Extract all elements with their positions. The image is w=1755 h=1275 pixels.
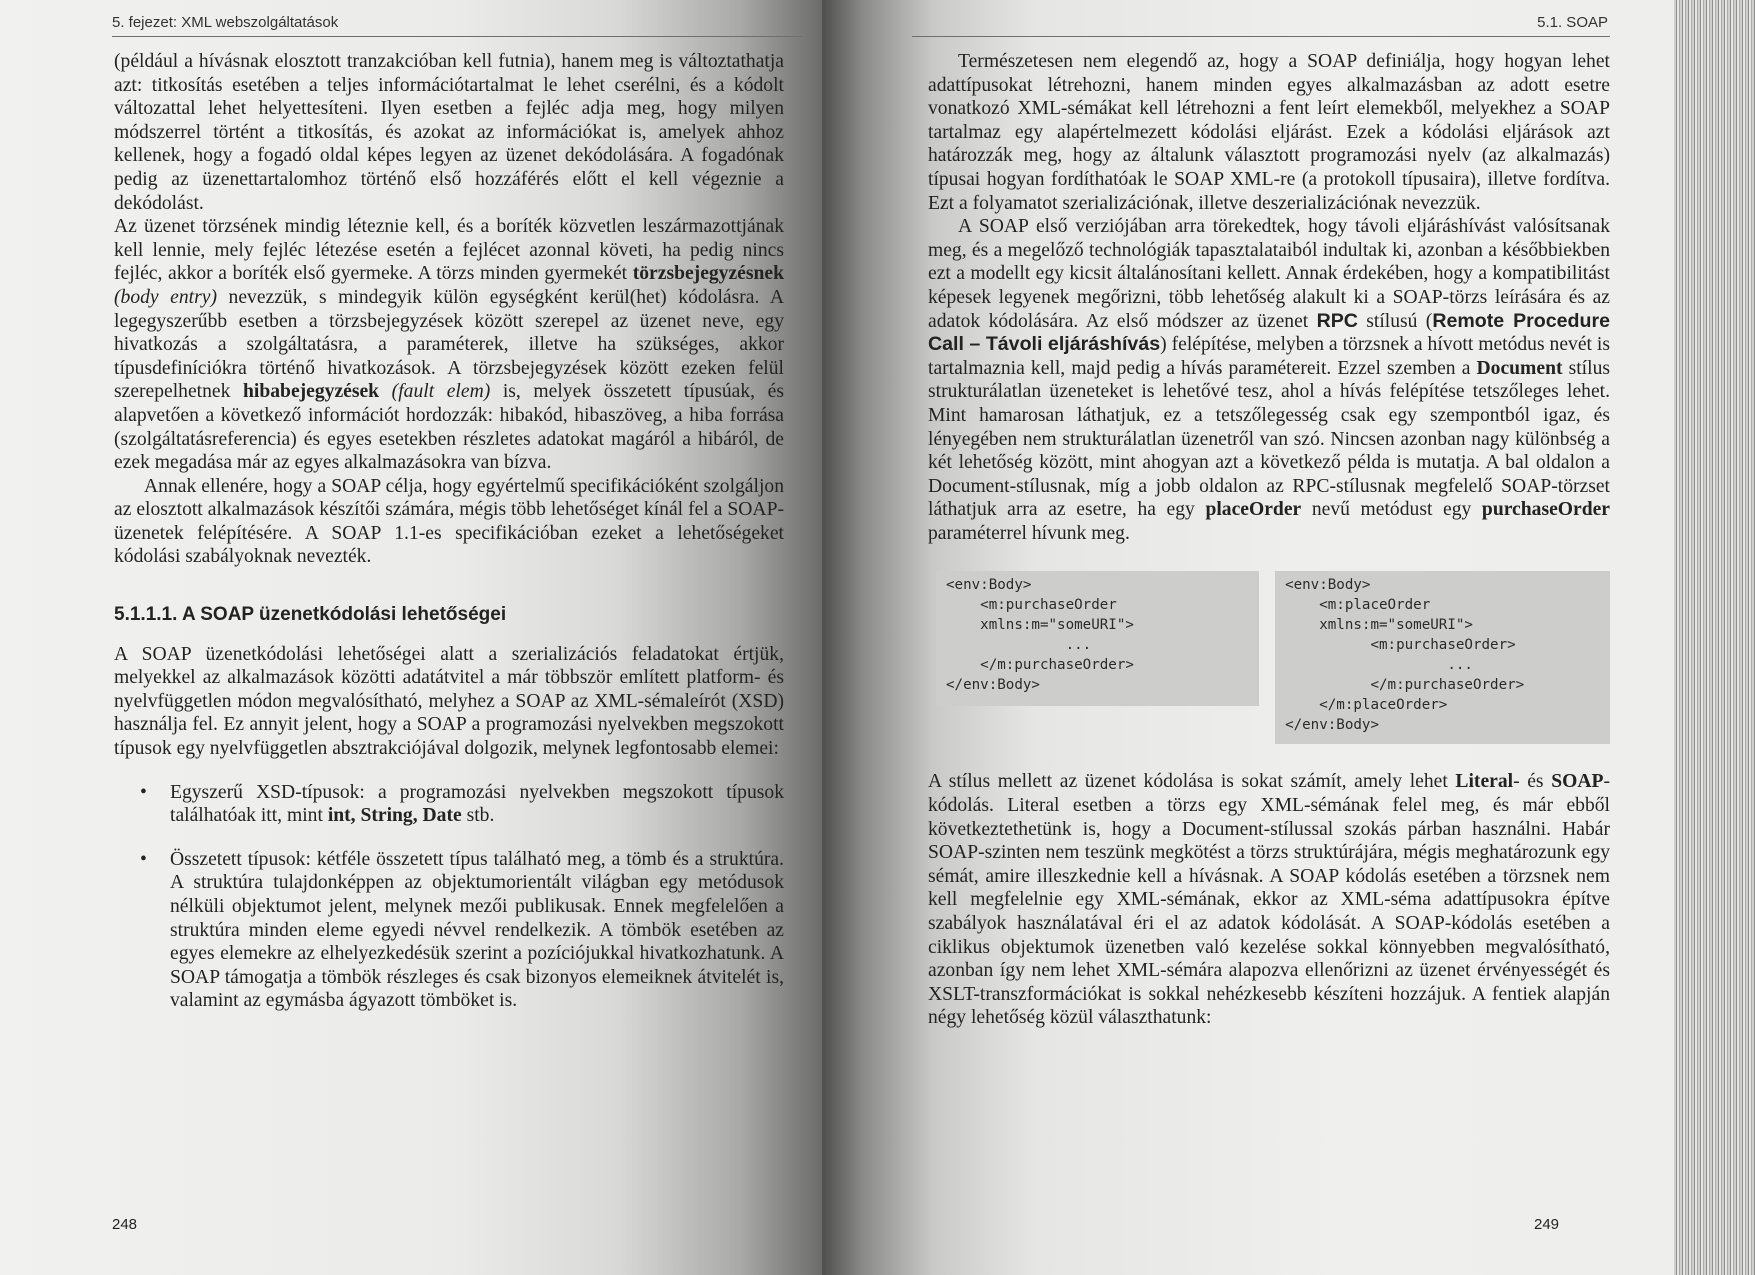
section-heading: 5.1.1.1. A SOAP üzenetkódolási lehetőségei [114, 604, 507, 626]
paragraph: (például a hívásnak elosztott tranzakcióban kell futnia), hanem meg is változtathatja azt: titkosítás esetében a teljes információtartalmat le lehet cserélni, és a kódolt változattal lehet helyettesíteni. Ilyen esetben a fejléc adja meg, hogy milyen módszerrel történt a titkosítás, és azokat az információkat is, amelyek ahhoz kellenek, hogy a fogadó oldal képes legyen az üzenet dekódolására. A fogadónak pedig az üzenettartalomhoz történő első hozzáférés előtt el kell végeznie a dekódolást. [114, 51, 784, 214]
running-head-right: 5.1. SOAP [1537, 14, 1608, 31]
bullet-list [114, 781, 784, 1013]
page-number-right: 249 [1534, 1216, 1560, 1233]
list-item: • Egyszerű XSD-típusok: a programozási nyelvekben megszokott típusok találhatóak itt, mint int, String, Date stb. [140, 781, 784, 827]
term-torzsbejegyzes: törzsbejegyzésnek [632, 263, 784, 285]
paragraph: Az üzenet törzsének mindig léteznie kell, és a boríték közvetlen leszármazottjának kell lennie, mely fejléc létezése esetén a fejlécet azonnal követi, ha pedig nincs fejléc, akkor a boríték első gyermeke. A törzs minden gyermekét törzsbejegyzésnek (body entry) nevezzük, s mindegyik külön egységként kerül(het) kódolásra. A legegyszerűbb esetben a törzsbejegyzések között szerepel az üzenet neve, egy hivatkozás a szolgáltatásra, a paraméterek, illetve ha szükséges, akkor típusdefiníciókra történő hivatkozások. A törzsbejegyzések között ezeken felül szerepelhetnek hibabejegyzések (fault elem) is, melyek összetett típusúak, és alapvetően a következő információt hordozzák: hibakód, hibaszöveg, a hiba forrása (szolgáltatásreferencia) és egyes esetekben részletes adatokat magáról a hibáról, de ezek megadása már az egyes alkalmazásokra van bízva. [114, 216, 784, 474]
page-number-left: 248 [112, 1216, 138, 1233]
header-rule-left [112, 36, 802, 37]
right-page-body [928, 50, 1610, 1030]
right-page [822, 0, 1674, 1275]
running-head-left: 5. fejezet: XML webszolgáltatások [112, 14, 339, 31]
list-item: • Összetett típusok: kétféle összetett típus található meg, a tömb és a struktúra. A struktúra tulajdonképpen az objektumorientált világban egy metódusok nélküli objektumot jelent, melynek mezői publikusak. Ennek megfelelően a struktúra minden eleme egyedi névvel rendelkezik. A tömbök esetében az egyes elemekre az elhelyezkedésük szerint a pozíciójukkal hivatkozhatunk. A SOAP támogatja a tömbök részleges és csak bizonyos elemeiknek átvitelét is, valamint az egymásba ágyazott tömböket is. [140, 848, 784, 1012]
header-rule-right [912, 36, 1610, 37]
paragraph: A stílus mellett az üzenet kódolása is sokat számít, amely lehet Literal- és SOAP-kódolás. Literal esetben a törzs egy XML-sémának felel meg, és már ebből következtethetünk is, hogy a Document-stílussal szokás párban használni. Habár SOAP-szinten nem teszünk megkötést a törzs struktúrájára, mégis meghatározunk egy sémát, amire illeszkednie kell a hívásnak. A SOAP kódolás esetében a törzsnek nem kell megfelelnie egy XML-sémának, ekkor az XML-séma adattípusokra építve szabályok használatával éri el az adatok kódolását. A SOAP-kódolás esetében a ciklikus objektumok üzenetben való kezelése sokkal könnyebben megvalósítható, azonban így nem lehet XML-sémára alapozva ellenőrizni az üzenet érvényességét és XSLT-transzformációkat is sokkal nehézkesebb készíteni hozzájuk. A fentiek alapján négy lehetőség közül választhatunk: [928, 771, 1610, 1029]
code-block-rpc-style: <env:Body> <m:placeOrder xmlns:m="someURI"> <m:purchaseOrder> ... </m:purchaseOrder> </m:placeOrder> </env:Body> [1275, 571, 1610, 744]
paragraph: Természetesen nem elegendő az, hogy a SOAP definiálja, hogy hogyan lehet adattípusokat létrehozni, hanem minden egyes alkalmazásban az adott esetre vonatkozó XML-sémákat kell létrehozni a fent leírt elemekből, melyekhez a SOAP tartalmaz egy alapértelmezett kódolási eljárást. Ezek a kódolási eljárások azt határozzák meg, hogy az általunk választott programozási nyelv (az alkalmazás) típusai hogyan fordíthatóak le SOAP XML-re (a protokoll típusaira), illetve fordítva. Ezt a folyamatot szerializációnak, illetve deszerializációnak nevezzük. [928, 51, 1610, 214]
code-block-document-style: <env:Body> <m:purchaseOrder xmlns:m="someURI"> ... </m:purchaseOrder> </env:Body> [936, 571, 1259, 706]
left-page [0, 0, 822, 1275]
paragraph: Annak ellenére, hogy a SOAP célja, hogy egyértelmű specifikációként szolgáljon az elosztott alkalmazások készítői számára, mégis több lehetőséget kínál fel a SOAP-üzenetek felépítésére. A SOAP 1.1-es specifikációban ezeket a lehetőségeket kódolási szabályoknak nevezték. [114, 475, 784, 568]
paragraph: A SOAP első verziójában arra törekedtek, hogy távoli eljáráshívást valósítsanak meg, és a megelőző technológiák tapasztalataiból indultak ki, azonban a későbbiekben ezt a modellt egy kicsit általánosítani kellett. Annak érdekében, hogy a kompatibilitást képesek legyenek megőrizni, több lehetőség alakult ki a SOAP-törzs leírására és az adatok kódolására. Az első módszer az üzenet RPC stílusú (Remote Procedure Call – Távoli eljáráshívás) felépítése, melyben a törzsnek a hívott metódus nevét is tartalmaznia kell, majd pedig a hívás paramétereit. Ezzel szemben a Document stílus strukturálatlan üzeneteket is lehetővé tesz, ahol a hívás felépítése tetszőleges lehet. Mint hamarosan láthatjuk, ez a tetszőlegesség csak egy szempontból igaz, és lényegében nem strukturálatlan üzenetről van szó. Nincsen azonban nagy különbség a két lehetőség között, mint ahogyan azt a következő példa is mutatja. A bal oldalon a Document-stílusnak, míg a jobb oldalon az RPC-stílusnak megfelelő SOAP-törzset láthatjuk arra az esetre, ha egy placeOrder nevű metódust egy purchaseOrder paraméterrel hívunk meg. [928, 216, 1610, 544]
term-hibabejegyzes: hibabejegyzések [243, 381, 380, 403]
left-page-body [114, 50, 784, 1033]
bullet-icon: • [140, 848, 147, 870]
code-examples [928, 571, 1610, 744]
bullet-icon: • [140, 781, 147, 803]
paragraph: A SOAP üzenetkódolási lehetőségei alatt a szerializációs feladatokat értjük, melyekkel az alkalmazások közötti adatátvitel a már többször említett platform- és nyelvfüggetlen módon megvalósítható, melyhez a SOAP az XML-sémaleírót (XSD) használja fel. Ez annyit jelent, hogy a SOAP a programozási nyelvekben megszokott típusok egy nyelvfüggetlen absztrakciójával dolgozik, melynek legfontosabb elemei: [114, 643, 784, 760]
page-edges [1674, 0, 1755, 1275]
